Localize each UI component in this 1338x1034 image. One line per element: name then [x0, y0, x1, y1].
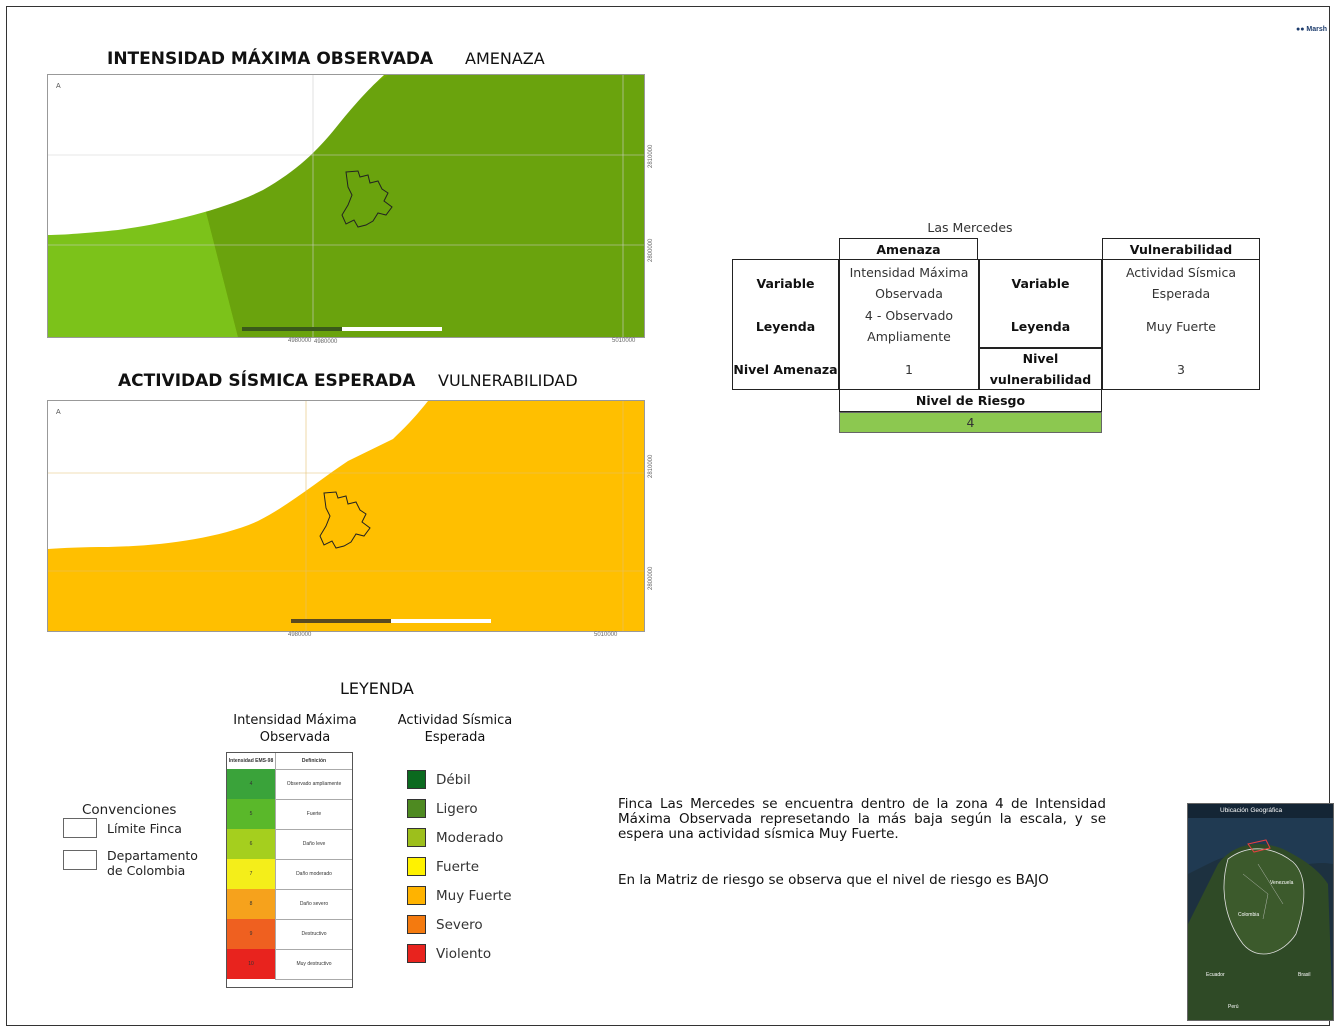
amenaza-leyenda-line1: 4 - Observado	[864, 308, 954, 323]
nivel-vuln-line1: Nivel	[1022, 351, 1059, 366]
conventions-title: Convenciones	[82, 802, 177, 818]
ems-level-cell: 8	[227, 889, 275, 919]
actividad-label: Ligero	[436, 800, 478, 817]
map1-scale-bar-light	[342, 327, 442, 331]
actividad-legend-item	[407, 944, 491, 963]
map1-title: INTENSIDAD MÁXIMA OBSERVADA	[107, 49, 434, 69]
marsh-logo	[1296, 26, 1327, 33]
map1-x-tick-2: 5010000	[612, 338, 636, 344]
actividad-legend-item	[407, 915, 483, 934]
ems-header-row	[227, 753, 352, 769]
vuln-variable-line2: Esperada	[1151, 286, 1211, 301]
departamento-line2: de Colombia	[107, 863, 186, 878]
actividad-swatch	[407, 770, 426, 789]
actividad-legend-item	[407, 770, 471, 789]
ems-level-cell: 4	[227, 769, 275, 799]
ems-row	[227, 829, 352, 859]
logo-text: Marsh	[1306, 26, 1328, 33]
actividad-legend-title	[396, 712, 514, 746]
actividad-swatch	[407, 915, 426, 934]
actividad-label: Fuerte	[436, 858, 480, 875]
inset-title: Ubicación Geográfica	[1220, 807, 1283, 814]
logo-icon: ●●	[1296, 26, 1305, 33]
ems-definition-cell: Daño severo	[275, 889, 352, 920]
map2-scale-bar-light	[391, 619, 491, 623]
amenaza-leyenda-label: Leyenda	[755, 318, 816, 334]
vuln-leyenda-label: Leyenda	[1010, 318, 1071, 334]
map1-canvas	[48, 75, 644, 337]
actividad-label: Severo	[436, 916, 483, 933]
map2-scale-bar-dark	[291, 619, 391, 623]
ems-row	[227, 889, 352, 919]
inset-label-ecuador: Ecuador	[1206, 972, 1225, 978]
description-paragraph-1: Finca Las Mercedes se encuentra dentro de la zona 4 de Intensidad Máxima Observada represetando la más baja según la escala, y se espera una actividad sísmica Muy Fuerte.	[618, 796, 1106, 842]
nivel-riesgo-value: 4	[839, 412, 1102, 433]
vulnerabilidad-header: Vulnerabilidad	[1102, 238, 1260, 260]
limite-finca-label: Límite Finca	[107, 821, 182, 836]
ems-level-cell: 9	[227, 919, 275, 949]
ems-header-definition: Definición	[275, 753, 352, 770]
actividad-swatch	[407, 944, 426, 963]
inset-canvas	[1188, 804, 1333, 1020]
nivel-vulnerabilidad-label	[980, 348, 1101, 390]
actividad-label: Violento	[436, 945, 492, 962]
map2-x-tick-2: 5010000	[594, 632, 618, 638]
departamento-swatch	[63, 850, 97, 870]
map1-x-label: 4980000	[314, 339, 338, 345]
ems-level-cell: 10	[227, 949, 275, 979]
vuln-leyenda-value: Muy Fuerte	[1146, 318, 1216, 334]
ems-definition-cell: Observado ampliamente	[275, 769, 352, 800]
ems-row	[227, 799, 352, 829]
ems-title-line1: Intensidad Máxima	[233, 713, 357, 728]
actividad-label: Débil	[436, 771, 471, 788]
ems-title-line2: Observada	[259, 730, 331, 745]
map1-north-arrow-icon: A	[56, 83, 61, 90]
ems-legend-title	[226, 712, 364, 746]
map1-x-tick-1: 4980000	[288, 338, 312, 344]
actividad-legend-item	[407, 828, 503, 847]
ems-row	[227, 919, 352, 949]
map2-x-tick-1: 4980000	[288, 632, 312, 638]
nivel-riesgo-label: Nivel de Riesgo	[839, 389, 1102, 412]
map1-scale-bar-dark	[242, 327, 342, 331]
ems-definition-cell: Daño leve	[275, 829, 352, 860]
actividad-swatch	[407, 799, 426, 818]
map2-y-tick-1: 2810000	[648, 454, 654, 478]
actividad-label: Muy Fuerte	[436, 887, 512, 904]
actividad-swatch	[407, 886, 426, 905]
amenaza-header: Amenaza	[839, 238, 978, 260]
departamento-label	[107, 848, 198, 878]
nivel-amenaza-value: 1	[905, 361, 913, 377]
actividad-legend-item	[407, 886, 512, 905]
actividad-legend-item	[407, 799, 478, 818]
nivel-vuln-value: 3	[1177, 361, 1185, 377]
ems-definition-cell: Daño moderado	[275, 859, 352, 890]
actividad-legend-item	[407, 857, 479, 876]
amenaza-leyenda-line2: Ampliamente	[867, 329, 951, 344]
ems-definition-cell: Destructivo	[275, 919, 352, 950]
nivel-vuln-line2: vulnerabilidad	[989, 372, 1092, 387]
departamento-line1: Departamento	[107, 848, 198, 863]
limite-finca-swatch	[63, 818, 97, 838]
ems-definition-cell: Fuerte	[275, 799, 352, 830]
actividad-swatch	[407, 857, 426, 876]
ems-header-intensity: Intensidad EMS-98	[227, 753, 275, 770]
act-title-line1: Actividad Sísmica	[397, 713, 513, 728]
actividad-swatch	[407, 828, 426, 847]
amenaza-leyenda-value	[840, 305, 978, 347]
map1-y-tick-1: 2810000	[648, 144, 654, 168]
risk-caption: Las Mercedes	[927, 219, 1013, 235]
actividad-label: Moderado	[436, 829, 504, 846]
ems-row	[227, 769, 352, 799]
inset-label-peru: Perú	[1228, 1004, 1239, 1010]
map2-actividad[interactable]	[47, 400, 645, 632]
ems-definition-cell: Muy destructivo	[275, 949, 352, 980]
vuln-variable-line1: Actividad Sísmica	[1125, 265, 1237, 280]
vuln-variable-label: Variable	[1011, 275, 1070, 291]
ems98-intensity-table	[226, 752, 353, 988]
amenaza-variable-value	[840, 262, 978, 304]
map1-y-tick-2: 2800000	[648, 238, 654, 262]
nivel-amenaza-label: Nivel Amenaza	[733, 361, 838, 377]
inset-label-venezuela: Venezuela	[1270, 880, 1294, 886]
ems-level-cell: 5	[227, 799, 275, 829]
act-title-line2: Esperada	[424, 730, 486, 745]
vuln-variable-value	[1103, 262, 1259, 304]
map2-title: ACTIVIDAD SÍSMICA ESPERADA	[118, 371, 416, 391]
inset-label-brasil: Brasil	[1298, 972, 1311, 978]
map2-subtitle: VULNERABILIDAD	[438, 371, 578, 390]
map2-canvas	[48, 401, 644, 631]
legend-title: LEYENDA	[340, 679, 414, 698]
amenaza-variable-line2: Observada	[875, 286, 943, 301]
map2-y-tick-2: 2800000	[648, 566, 654, 590]
map2-north-arrow-icon: A	[56, 409, 61, 416]
ems-row	[227, 949, 352, 979]
inset-label-colombia: Colombia	[1238, 912, 1260, 918]
map1-subtitle: AMENAZA	[465, 49, 545, 68]
ems-level-cell: 7	[227, 859, 275, 889]
nivel-vuln-top-border	[979, 347, 1102, 349]
ems-level-cell: 6	[227, 829, 275, 859]
description-paragraph-2: En la Matriz de riesgo se observa que el nivel de riesgo es BAJO	[618, 872, 1049, 888]
location-inset-map[interactable]	[1187, 803, 1334, 1021]
ems-row	[227, 859, 352, 889]
amenaza-variable-label: Variable	[756, 275, 815, 291]
amenaza-variable-line1: Intensidad Máxima	[849, 265, 969, 280]
